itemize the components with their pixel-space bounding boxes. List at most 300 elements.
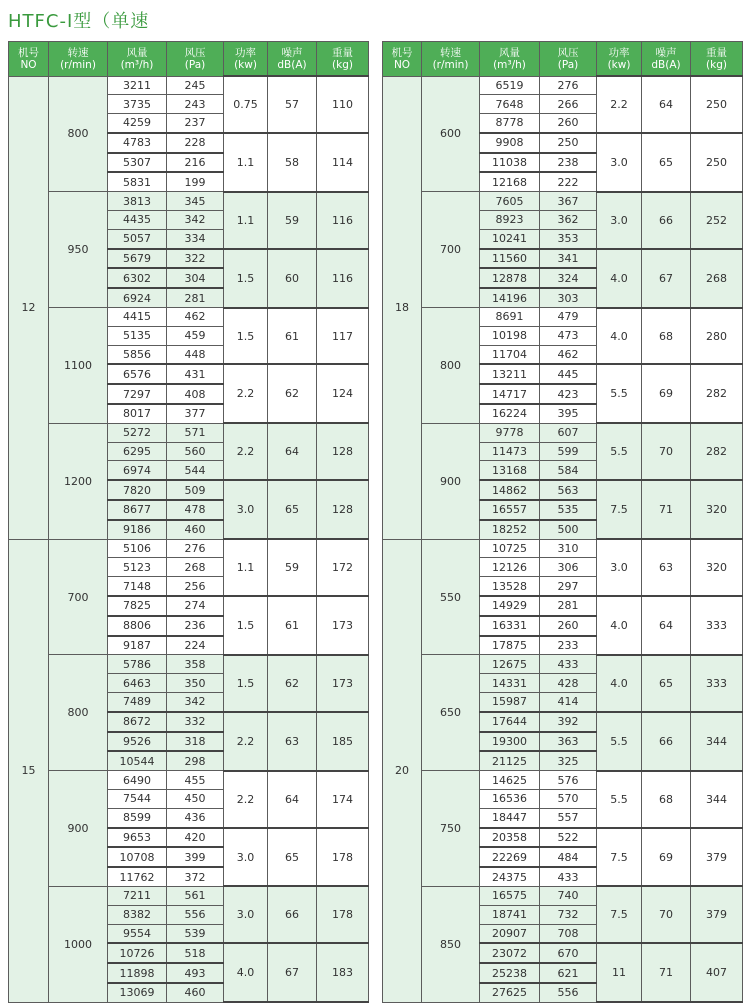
pressure-cell: 268 [167,558,224,577]
column-header-pressure [167,42,224,77]
pressure-cell: 740 [540,886,597,905]
column-header-label: 风压 [557,46,579,59]
noise-cell: 57 [268,76,317,133]
column-header-weight [317,42,369,77]
pressure-cell: 341 [540,249,597,269]
pressure-cell: 362 [540,211,597,230]
airflow-cell: 5057 [108,229,167,248]
airflow-cell: 11038 [480,153,540,173]
pressure-cell: 306 [540,558,597,577]
noise-cell: 65 [268,828,317,887]
weight-cell: 250 [691,133,743,192]
column-header-unit: (r/min) [60,58,96,71]
airflow-cell: 9653 [108,828,167,848]
airflow-cell: 20358 [480,828,540,848]
airflow-cell: 6974 [108,461,167,480]
airflow-cell: 14196 [480,288,540,307]
pressure-cell: 732 [540,905,597,924]
noise-cell: 65 [642,133,691,192]
airflow-cell: 21125 [480,751,540,770]
noise-cell: 68 [642,308,691,365]
weight-cell: 320 [691,539,743,596]
noise-cell: 67 [268,943,317,1002]
column-header-noise [268,42,317,77]
pressure-cell: 266 [540,95,597,114]
noise-cell: 62 [268,655,317,712]
airflow-cell: 5106 [108,539,167,558]
pressure-cell: 342 [167,693,224,712]
airflow-cell: 9778 [480,423,540,442]
airflow-cell: 5679 [108,249,167,269]
pressure-cell: 571 [167,423,224,442]
airflow-cell: 8923 [480,211,540,230]
airflow-cell: 14625 [480,771,540,790]
airflow-cell: 7648 [480,95,540,114]
model-number-cell: 12 [9,76,49,539]
pressure-cell: 535 [540,500,597,520]
table-row [383,771,743,790]
column-header-unit: NO [20,58,37,71]
pressure-cell: 561 [167,886,224,905]
table-row [383,423,743,442]
airflow-cell: 7820 [108,480,167,500]
noise-cell: 65 [268,480,317,539]
column-header-speed [49,42,108,77]
airflow-cell: 5856 [108,345,167,364]
pressure-cell: 243 [167,95,224,114]
column-header-unit: (kw) [234,58,257,71]
pressure-cell: 408 [167,384,224,404]
pressure-cell: 431 [167,364,224,384]
column-header-unit: (Pa) [184,58,206,71]
pressure-cell: 303 [540,288,597,307]
pressure-cell: 367 [540,192,597,211]
power-cell: 5.5 [597,364,642,423]
airflow-cell: 19300 [480,732,540,752]
airflow-cell: 7148 [108,577,167,596]
column-header-label: 噪声 [281,46,303,59]
speed-cell: 700 [422,192,480,308]
airflow-cell: 13069 [108,983,167,1002]
airflow-cell: 20907 [480,924,540,943]
airflow-cell: 25238 [480,963,540,983]
airflow-cell: 8382 [108,905,167,924]
noise-cell: 63 [642,539,691,596]
table-row [383,308,743,327]
pressure-cell: 433 [540,655,597,674]
noise-cell: 69 [642,828,691,887]
pressure-cell: 260 [540,114,597,133]
model-number-cell: 20 [383,539,422,1002]
weight-cell: 379 [691,886,743,943]
table-row [9,76,369,95]
airflow-cell: 8806 [108,616,167,636]
airflow-cell: 17644 [480,712,540,732]
pressure-cell: 228 [167,133,224,153]
pressure-cell: 216 [167,153,224,173]
airflow-cell: 3211 [108,76,167,95]
power-cell: 3.0 [597,133,642,192]
weight-cell: 178 [317,886,369,943]
table-row [9,655,369,674]
noise-cell: 60 [268,249,317,308]
pressure-cell: 236 [167,616,224,636]
power-cell: 2.2 [597,76,642,133]
airflow-cell: 18741 [480,905,540,924]
speed-cell: 800 [49,76,108,192]
airflow-cell: 6295 [108,442,167,461]
pressure-cell: 377 [167,404,224,423]
power-cell: 1.1 [224,192,268,249]
model-number-cell: 15 [9,539,49,1002]
table-row [383,655,743,674]
power-cell: 7.5 [597,480,642,539]
speed-cell: 1000 [49,886,108,1002]
airflow-cell: 14331 [480,674,540,693]
weight-cell: 183 [317,943,369,1002]
pressure-cell: 222 [540,172,597,191]
airflow-cell: 7297 [108,384,167,404]
speed-cell: 650 [422,655,480,771]
column-header-flow [480,42,540,77]
airflow-cell: 4435 [108,211,167,230]
power-cell: 7.5 [597,886,642,943]
pressure-cell: 539 [167,924,224,943]
power-cell: 4.0 [597,596,642,655]
pressure-cell: 322 [167,249,224,269]
airflow-cell: 5135 [108,326,167,345]
power-cell: 4.0 [224,943,268,1002]
weight-cell: 117 [317,308,369,365]
pressure-cell: 544 [167,461,224,480]
pressure-cell: 560 [167,442,224,461]
pressure-cell: 621 [540,963,597,983]
airflow-cell: 10241 [480,229,540,248]
pressure-cell: 256 [167,577,224,596]
pressure-cell: 372 [167,867,224,886]
column-header-label: 重量 [706,46,727,59]
weight-cell: 344 [691,712,743,771]
noise-cell: 66 [268,886,317,943]
pressure-cell: 363 [540,732,597,752]
pressure-cell: 500 [540,520,597,539]
pressure-cell: 455 [167,771,224,790]
airflow-cell: 5307 [108,153,167,173]
power-cell: 1.1 [224,539,268,596]
noise-cell: 64 [642,596,691,655]
airflow-cell: 4259 [108,114,167,133]
pressure-cell: 250 [540,133,597,153]
weight-cell: 280 [691,308,743,365]
airflow-cell: 12878 [480,268,540,288]
pressure-cell: 462 [540,345,597,364]
power-cell: 3.0 [597,539,642,596]
weight-cell: 407 [691,943,743,1002]
pressure-cell: 473 [540,326,597,345]
airflow-cell: 9186 [108,520,167,539]
column-header-flow [108,42,167,77]
airflow-cell: 11898 [108,963,167,983]
weight-cell: 116 [317,249,369,308]
pressure-cell: 260 [540,616,597,636]
airflow-cell: 6490 [108,771,167,790]
airflow-cell: 6519 [480,76,540,95]
noise-cell: 63 [268,712,317,771]
spec-table-right [382,41,743,1003]
pressure-cell: 459 [167,326,224,345]
power-cell: 5.5 [597,771,642,828]
pressure-cell: 445 [540,364,597,384]
noise-cell: 64 [642,76,691,133]
column-header-label: 转速 [67,46,89,59]
pressure-cell: 670 [540,943,597,963]
weight-cell: 282 [691,364,743,423]
airflow-cell: 10708 [108,847,167,867]
column-header-label: 重量 [332,46,353,59]
airflow-cell: 23072 [480,943,540,963]
pressure-cell: 599 [540,442,597,461]
power-cell: 3.0 [224,828,268,887]
airflow-cell: 6302 [108,268,167,288]
airflow-cell: 7544 [108,789,167,808]
speed-cell: 1200 [49,423,108,539]
pressure-cell: 350 [167,674,224,693]
pressure-cell: 297 [540,577,597,596]
power-cell: 1.5 [224,596,268,655]
power-cell: 2.2 [224,423,268,480]
airflow-cell: 14717 [480,384,540,404]
pressure-cell: 462 [167,308,224,327]
column-header-label: 功率 [235,46,256,59]
power-cell: 2.2 [224,364,268,423]
column-header-speed [422,42,480,77]
column-header-label: 风量 [499,46,520,59]
column-header-unit: (m³/h) [120,58,154,71]
speed-cell: 700 [49,539,108,655]
power-cell: 0.75 [224,76,268,133]
column-header-unit: (r/min) [432,58,469,71]
pressure-cell: 607 [540,423,597,442]
airflow-cell: 11704 [480,345,540,364]
weight-cell: 128 [317,423,369,480]
pressure-cell: 276 [540,76,597,95]
airflow-cell: 5831 [108,172,167,191]
column-header-pressure [540,42,597,77]
pressure-cell: 479 [540,308,597,327]
pressure-cell: 518 [167,943,224,963]
weight-cell: 173 [317,596,369,655]
weight-cell: 333 [691,655,743,712]
airflow-cell: 11560 [480,249,540,269]
airflow-cell: 9526 [108,732,167,752]
pressure-cell: 460 [167,520,224,539]
noise-cell: 67 [642,249,691,308]
airflow-cell: 8677 [108,500,167,520]
column-header-unit: (kg) [706,58,727,71]
airflow-cell: 6576 [108,364,167,384]
pressure-cell: 708 [540,924,597,943]
noise-cell: 71 [642,480,691,539]
pressure-cell: 478 [167,500,224,520]
column-header-unit: dB(A) [277,58,307,71]
airflow-cell: 18447 [480,808,540,827]
airflow-cell: 8017 [108,404,167,423]
power-cell: 5.5 [597,712,642,771]
noise-cell: 65 [642,655,691,712]
airflow-cell: 16331 [480,616,540,636]
airflow-cell: 24375 [480,867,540,886]
noise-cell: 70 [642,886,691,943]
column-header-label: 机号 [391,46,413,59]
power-cell: 2.2 [224,712,268,771]
airflow-cell: 16575 [480,886,540,905]
weight-cell: 282 [691,423,743,480]
pressure-cell: 563 [540,480,597,500]
power-cell: 11 [597,943,642,1002]
noise-cell: 61 [268,308,317,365]
airflow-cell: 5272 [108,423,167,442]
column-header-no [9,42,49,77]
column-header-unit: (kw) [607,58,631,71]
column-header-weight [691,42,743,77]
column-header-label: 风压 [184,46,206,59]
airflow-cell: 16536 [480,789,540,808]
weight-cell: 379 [691,828,743,887]
table-row [383,76,743,95]
airflow-cell: 16224 [480,404,540,423]
power-cell: 1.5 [224,249,268,308]
airflow-cell: 8672 [108,712,167,732]
airflow-cell: 7825 [108,596,167,616]
airflow-cell: 7605 [480,192,540,211]
airflow-cell: 3735 [108,95,167,114]
pressure-cell: 460 [167,983,224,1002]
pressure-cell: 325 [540,751,597,770]
airflow-cell: 11473 [480,442,540,461]
weight-cell: 344 [691,771,743,828]
speed-cell: 550 [422,539,480,655]
power-cell: 3.0 [224,886,268,943]
airflow-cell: 14929 [480,596,540,616]
column-header-power [224,42,268,77]
noise-cell: 58 [268,133,317,192]
pressure-cell: 399 [167,847,224,867]
pressure-cell: 414 [540,693,597,712]
speed-cell: 900 [422,423,480,539]
weight-cell: 250 [691,76,743,133]
noise-cell: 66 [642,712,691,771]
weight-cell: 268 [691,249,743,308]
power-cell: 3.0 [597,192,642,249]
pressure-cell: 395 [540,404,597,423]
column-header-label: 功率 [608,46,630,59]
airflow-cell: 4415 [108,308,167,327]
weight-cell: 178 [317,828,369,887]
header-row [9,42,369,77]
column-header-no [383,42,422,77]
table-row [9,192,369,211]
pressure-cell: 274 [167,596,224,616]
pressure-cell: 310 [540,539,597,558]
airflow-cell: 5786 [108,655,167,674]
speed-cell: 850 [422,886,480,1002]
airflow-cell: 6463 [108,674,167,693]
speed-cell: 750 [422,771,480,887]
column-header-label: 噪声 [655,46,677,59]
weight-cell: 116 [317,192,369,249]
speed-cell: 900 [49,771,108,887]
airflow-cell: 13528 [480,577,540,596]
airflow-cell: 10198 [480,326,540,345]
noise-cell: 70 [642,423,691,480]
column-header-label: 风量 [126,46,148,59]
pressure-cell: 324 [540,268,597,288]
noise-cell: 64 [268,771,317,828]
pressure-cell: 353 [540,229,597,248]
table-row [9,771,369,790]
table-row [383,539,743,558]
airflow-cell: 5123 [108,558,167,577]
pressure-cell: 584 [540,461,597,480]
column-header-noise [642,42,691,77]
noise-cell: 64 [268,423,317,480]
pressure-cell: 570 [540,789,597,808]
airflow-cell: 8599 [108,808,167,827]
pressure-cell: 433 [540,867,597,886]
airflow-cell: 16557 [480,500,540,520]
airflow-cell: 9554 [108,924,167,943]
pressure-cell: 493 [167,963,224,983]
noise-cell: 59 [268,539,317,596]
pressure-cell: 428 [540,674,597,693]
speed-cell: 950 [49,192,108,308]
weight-cell: 114 [317,133,369,192]
noise-cell: 61 [268,596,317,655]
airflow-cell: 12675 [480,655,540,674]
airflow-cell: 6924 [108,288,167,307]
weight-cell: 172 [317,539,369,596]
airflow-cell: 13168 [480,461,540,480]
speed-cell: 1100 [49,308,108,424]
column-header-unit: dB(A) [651,58,681,71]
pressure-cell: 298 [167,751,224,770]
power-cell: 5.5 [597,423,642,480]
header-row [383,42,743,77]
pressure-cell: 522 [540,828,597,848]
airflow-cell: 10544 [108,751,167,770]
airflow-cell: 14862 [480,480,540,500]
airflow-cell: 27625 [480,983,540,1002]
column-header-unit: (m³/h) [493,58,526,71]
airflow-cell: 15987 [480,693,540,712]
weight-cell: 185 [317,712,369,771]
pressure-cell: 238 [540,153,597,173]
airflow-cell: 9187 [108,636,167,655]
noise-cell: 69 [642,364,691,423]
pressure-cell: 509 [167,480,224,500]
noise-cell: 66 [642,192,691,249]
pressure-cell: 281 [167,288,224,307]
noise-cell: 59 [268,192,317,249]
weight-cell: 174 [317,771,369,828]
page-title: HTFC-Ⅰ型（单速 [8,11,150,32]
pressure-cell: 245 [167,76,224,95]
pressure-cell: 342 [167,211,224,230]
pressure-cell: 281 [540,596,597,616]
pressure-cell: 332 [167,712,224,732]
pressure-cell: 436 [167,808,224,827]
power-cell: 7.5 [597,828,642,887]
